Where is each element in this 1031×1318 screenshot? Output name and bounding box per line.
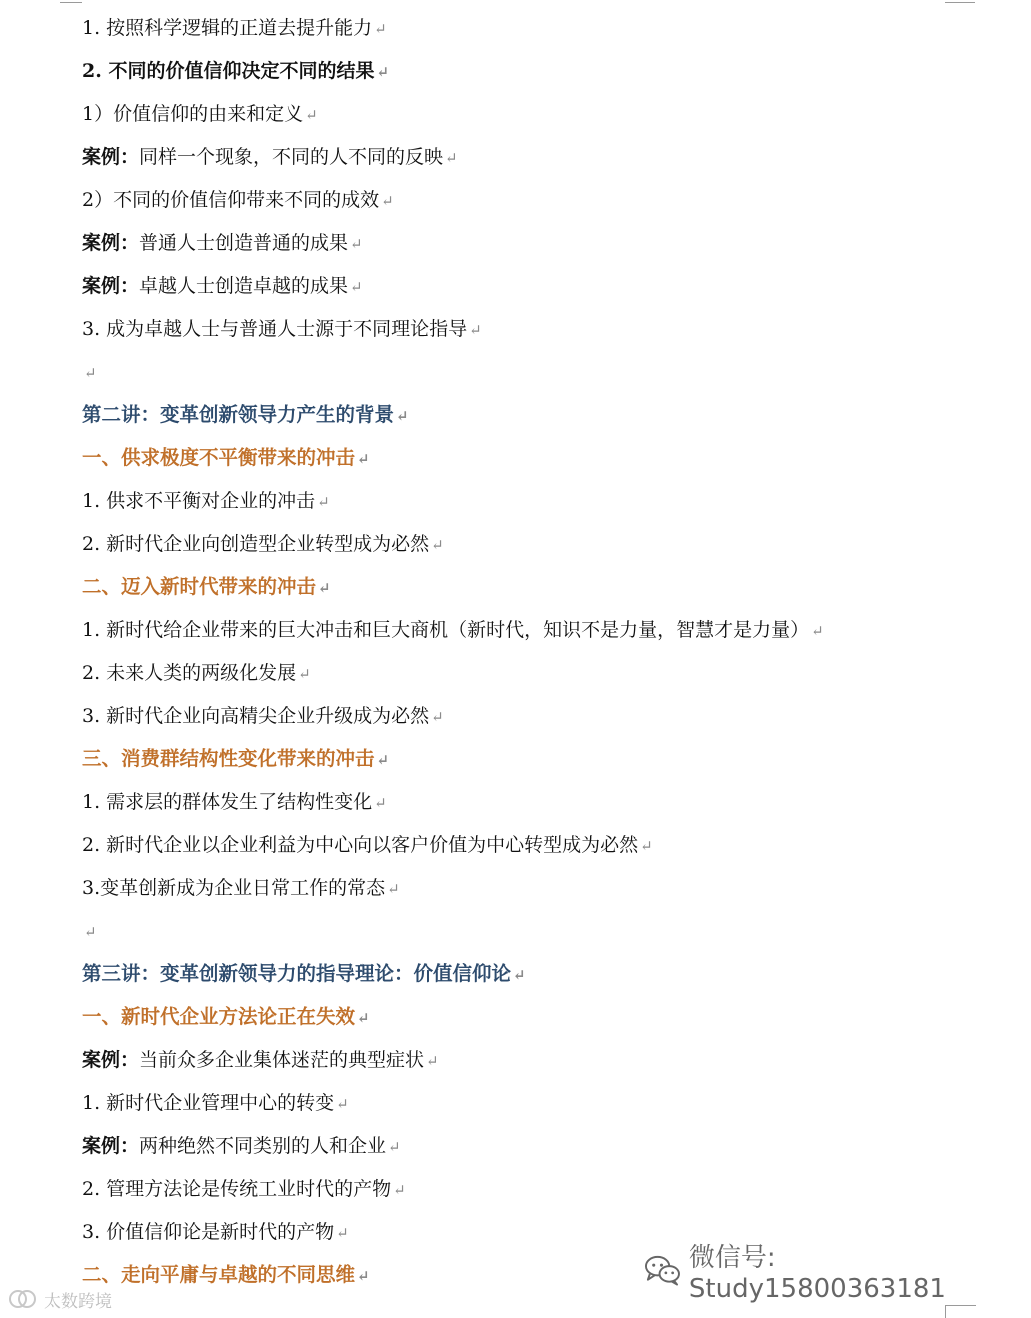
list-item: 1. 按照科学逻辑的正道去提升能力 ↵ <box>82 17 387 39</box>
subsection-heading: 二、走向平庸与卓越的不同思维 ↵ <box>82 1263 370 1286</box>
return-mark-icon: ↵ <box>350 278 363 296</box>
list-item: 1. 供求不平衡对企业的冲击 ↵ <box>82 490 330 512</box>
return-mark-icon: ↵ <box>84 364 97 382</box>
return-mark-icon: ↵ <box>376 63 390 81</box>
list-item: 2. 管理方法论是传统工业时代的产物 ↵ <box>82 1178 406 1200</box>
return-mark-icon: ↵ <box>357 1009 370 1027</box>
return-mark-icon: ↵ <box>388 1138 401 1156</box>
logo-text: 太数跨境 <box>44 1291 112 1312</box>
return-mark-icon: ↵ <box>317 493 330 511</box>
return-mark-icon: ↵ <box>374 794 387 812</box>
list-item: 3. 新时代企业向高精尖企业升级成为必然 ↵ <box>82 705 444 727</box>
case-label: 案例： <box>82 146 140 168</box>
return-mark-icon: ↵ <box>350 235 363 253</box>
crop-mark-bottom-right <box>945 1305 976 1318</box>
brand-logo <box>8 1286 112 1312</box>
crop-mark-top-left <box>60 0 82 3</box>
return-mark-icon: ↵ <box>318 579 331 597</box>
case-label: 案例： <box>82 232 140 254</box>
return-mark-icon: ↵ <box>376 751 390 769</box>
wechat-watermark <box>644 1242 1031 1304</box>
list-item: 2. 新时代企业以企业利益为中心向以客户价值为中心转型成为必然 ↵ <box>82 834 653 856</box>
section-title: 2. 不同的价值信仰决定不同的结果 ↵ <box>82 60 390 82</box>
wechat-icon <box>644 1254 681 1286</box>
list-item: 1. 需求层的群体发生了结构性变化 ↵ <box>82 791 387 813</box>
return-mark-icon: ↵ <box>431 708 444 726</box>
return-mark-icon: ↵ <box>305 106 318 124</box>
return-mark-icon: ↵ <box>357 450 370 468</box>
return-mark-icon: ↵ <box>513 966 526 984</box>
return-mark-icon: ↵ <box>387 880 400 898</box>
return-mark-icon: ↵ <box>393 1181 406 1199</box>
subsection-heading: 二、迈入新时代带来的冲击 ↵ <box>82 575 331 598</box>
case-line: 案例：同样一个现象，不同的人不同的反映 ↵ <box>82 146 458 168</box>
case-label: 案例： <box>82 275 140 297</box>
list-item: 1. 新时代给企业带来的巨大冲击和巨大商机（新时代，知识不是力量，智慧才是力量） ↵ <box>82 619 824 641</box>
empty-paragraph <box>82 357 97 387</box>
case-line: 案例：普通人士创造普通的成果 ↵ <box>82 232 363 254</box>
return-mark-icon: ↵ <box>84 923 97 941</box>
return-mark-icon: ↵ <box>381 192 394 210</box>
list-item: 3. 成为卓越人士与普通人士源于不同理论指导 ↵ <box>82 318 482 340</box>
subsection-heading: 一、新时代企业方法论正在失效 ↵ <box>82 1005 370 1028</box>
return-mark-icon: ↵ <box>640 837 653 855</box>
return-mark-icon: ↵ <box>431 536 444 554</box>
case-label: 案例： <box>82 1135 140 1157</box>
lecture-heading: 第二讲：变革创新领导力产生的背景 ↵ <box>82 403 409 426</box>
watermark-text: 微信号: Study15800363181 <box>688 1242 946 1304</box>
return-mark-icon: ↵ <box>374 20 387 38</box>
lecture-heading: 第三讲：变革创新领导力的指导理论：价值信仰论 ↵ <box>82 962 526 985</box>
return-mark-icon: ↵ <box>469 321 482 339</box>
list-item: 1. 新时代企业管理中心的转变 ↵ <box>82 1092 349 1114</box>
case-line: 案例：当前众多企业集体迷茫的典型症状 ↵ <box>82 1049 439 1071</box>
list-item: 2. 新时代企业向创造型企业转型成为必然 ↵ <box>82 533 444 555</box>
case-line: 案例：两种绝然不同类别的人和企业 ↵ <box>82 1135 401 1157</box>
return-mark-icon: ↵ <box>357 1267 370 1285</box>
case-line: 案例：卓越人士创造卓越的成果 ↵ <box>82 275 363 297</box>
list-item: 3. 价值信仰论是新时代的产物 ↵ <box>82 1221 349 1243</box>
list-item: 2）不同的价值信仰带来不同的成效 ↵ <box>82 189 394 211</box>
return-mark-icon: ↵ <box>336 1224 349 1242</box>
list-item: 2. 未来人类的两级化发展 ↵ <box>82 662 311 684</box>
crop-mark-top-right <box>945 0 975 3</box>
return-mark-icon: ↵ <box>336 1095 349 1113</box>
return-mark-icon: ↵ <box>426 1052 439 1070</box>
return-mark-icon: ↵ <box>396 407 409 425</box>
logo-mark-icon <box>8 1288 38 1310</box>
list-item: 3.变革创新成为企业日常工作的常态 ↵ <box>82 877 400 899</box>
return-mark-icon: ↵ <box>298 665 311 683</box>
list-item: 1）价值信仰的由来和定义 ↵ <box>82 103 318 125</box>
return-mark-icon: ↵ <box>811 622 824 640</box>
return-mark-icon: ↵ <box>445 149 458 167</box>
subsection-heading: 三、消费群结构性变化带来的冲击 ↵ <box>82 747 390 770</box>
subsection-heading: 一、供求极度不平衡带来的冲击 ↵ <box>82 446 370 469</box>
empty-paragraph <box>82 916 97 946</box>
case-label: 案例： <box>82 1049 140 1071</box>
